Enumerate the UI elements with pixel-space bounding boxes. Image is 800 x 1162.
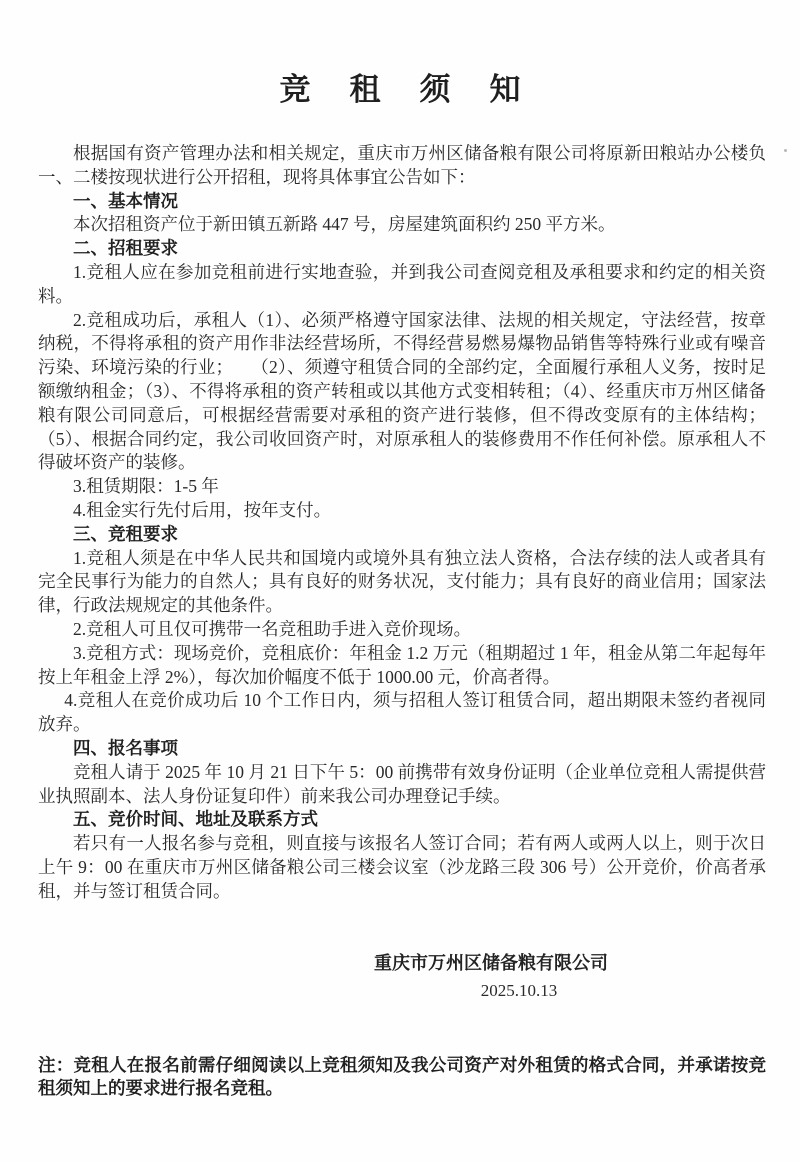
scan-speck xyxy=(784,149,787,152)
section-heading-bidder-requirements: 三、竞租要求 xyxy=(73,523,178,544)
paragraph: 3.租赁期限：1-5 年 xyxy=(73,476,219,497)
section-heading-registration: 四、报名事项 xyxy=(73,737,178,758)
section-heading-bidding-time-address: 五、竞价时间、地址及联系方式 xyxy=(73,809,318,830)
paragraph: 竞租人请于 2025 年 10 月 21 日下午 5：00 前携带有效身份证明（企业单位竞租人需提供营业执照副本、法人身份证复印件）前来我公司办理登记手续。 xyxy=(38,761,766,806)
page-title: 竞 租 须 知 xyxy=(279,72,525,107)
paragraph: 1.竞租人应在参加竞租前进行实地查验，并到我公司查阅竞租及承租要求和约定的相关资料。 xyxy=(38,261,766,306)
signature-block xyxy=(374,950,608,1004)
section-heading-leasing-requirements: 二、招租要求 xyxy=(73,238,178,259)
paragraph: 3.竞租方式：现场竞价，竞租底价：年租金 1.2 万元（租期超过 1 年，租金从第二年起每年按上年租金上浮 2%），每次加价幅度不低于 1000.00 元，价高者得。 xyxy=(38,642,766,687)
paragraph: 4.竞租人在竞价成功后 10 个工作日内，须与招租人签订租赁合同，超出期限未签约者视同放弃。 xyxy=(38,690,766,735)
intro-paragraph: 根据国有资产管理办法和相关规定，重庆市万州区储备粮有限公司将原新田粮站办公楼负一、二楼按现状进行公开招租，现将具体事宜公告如下： xyxy=(38,143,766,187)
signature-date: 2025.10.13 xyxy=(480,980,558,1000)
paragraph: 4.租金实行先付后用，按年支付。 xyxy=(73,499,332,520)
signature-company: 重庆市万州区储备粮有限公司 xyxy=(374,952,608,973)
paragraph: 2.竞租人可且仅可携带一名竞租助手进入竞价现场。 xyxy=(73,618,472,639)
note-paragraph: 注：竞租人在报名前需仔细阅读以上竞租须知及我公司资产对外租赁的格式合同，并承诺按竞租须知上的要求进行报名竞租。 xyxy=(38,1054,766,1099)
paragraph: 2.竞租成功后，承租人（1）、必须严格遵守国家法律、法规的相关规定，守法经营，按章纳税，不得将承租的资产用作非法经营场所，不得经营易燃易爆物品销售等特殊行业或有噪音污染、环境污染的行业； （2）、须遵守租赁合同的全部约定，全面履行承租人义务，按时足额缴纳租金；（3）、不得将承租的资产转租或以其他方式变相转租；（4）、经重庆市万州区储备粮有限公司同意后，可根据经营需要对承租的资产进行装修，但不得改变原有的主体结构；（5）、根据合同约定，我公司收回资产时，对原承租人的装修费用不作任何补偿。原承租人不得破坏资产的装修。 xyxy=(38,309,766,473)
paragraph: 若只有一人报名参与竞租，则直接与该报名人签订合同；若有两人或两人以上，则于次日上午 9：00 在重庆市万州区储备粮公司三楼会议室（沙龙路三段 306 号）公开竞价，价高者承租，并与签订租赁合同。 xyxy=(38,833,766,901)
paragraph: 1.竞租人须是在中华人民共和国境内或境外具有独立法人资格，合法存续的法人或者具有完全民事行为能力的自然人；具有良好的财务状况，支付能力；具有良好的商业信用；国家法律，行政法规规定的其他条件。 xyxy=(38,547,766,616)
paragraph: 本次招租资产位于新田镇五新路 447 号，房屋建筑面积约 250 平方米。 xyxy=(73,214,616,235)
section-heading-basic-info: 一、基本情况 xyxy=(73,190,178,211)
